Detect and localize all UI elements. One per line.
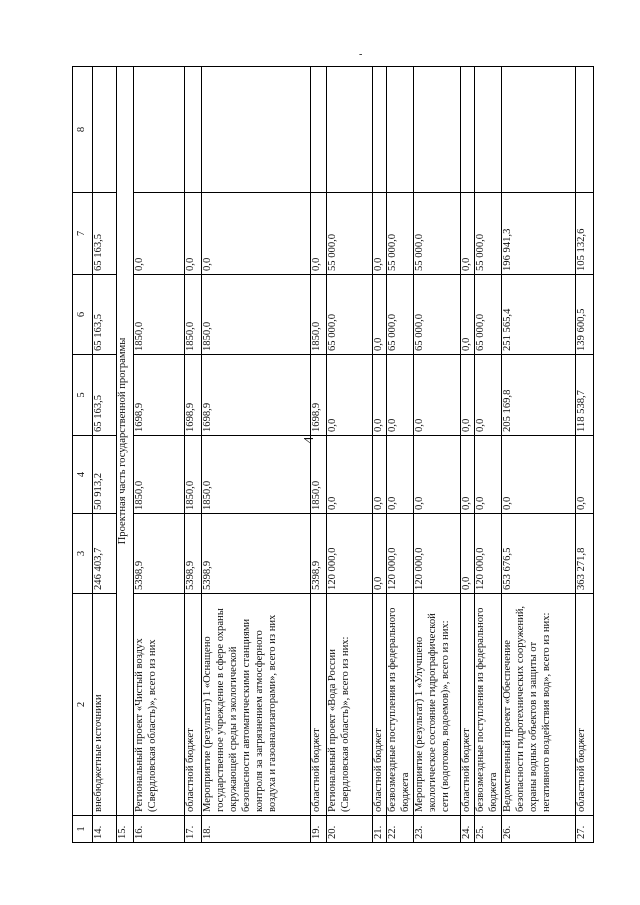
table-row [373,67,387,843]
value-cell [413,67,460,193]
column-header: 8 [73,67,93,193]
value-cell: 205 169,8 [501,355,575,436]
value-cell: 1850,0 [134,436,185,514]
budget-table [72,66,594,843]
value-cell: 65 000,0 [474,275,501,355]
value-cell [134,67,185,193]
row-label: Региональный проект «Чистый воздух (Свердловская область)», всего из них [134,594,185,816]
value-cell: 65 163,5 [93,193,117,275]
table-row [474,67,501,843]
value-cell [373,67,387,193]
value-cell: 0,0 [413,436,460,514]
value-cell [93,67,117,193]
value-cell: 0,0 [134,193,185,275]
value-cell: 55 000,0 [474,193,501,275]
row-number: 24. [460,816,474,843]
column-header: 2 [73,594,93,816]
table-row [460,67,474,843]
value-cell: 50 913,2 [93,436,117,514]
value-cell: 120 000,0 [474,514,501,594]
table-row [501,67,575,843]
value-cell: 55 000,0 [327,193,373,275]
value-cell: 120 000,0 [386,514,413,594]
value-cell: 0,0 [460,275,474,355]
row-label: безвозмездные поступления из федерального бюджета [386,594,413,816]
row-number: 17. [185,816,202,843]
row-number: 18. [202,816,311,843]
row-label: внебюджетные источники [93,594,117,816]
row-label: областной бюджет [460,594,474,816]
value-cell: 0,0 [373,275,387,355]
value-cell: 196 941,3 [501,193,575,275]
value-cell: 0,0 [460,436,474,514]
value-cell: 139 600,5 [575,275,593,355]
top-mark: - [359,49,363,60]
value-cell: 1850,0 [185,275,202,355]
value-cell: 246 403,7 [93,514,117,594]
column-header: 5 [73,355,93,436]
value-cell: 0,0 [474,436,501,514]
value-cell: 0,0 [202,193,311,275]
value-cell: 1850,0 [311,275,327,355]
row-label: областной бюджет [185,594,202,816]
row-label: Региональный проект «Вода России (Свердловская область)», всего из них: [327,594,373,816]
value-cell [327,67,373,193]
column-header: 6 [73,275,93,355]
value-cell: 0,0 [474,355,501,436]
value-cell: 105 132,6 [575,193,593,275]
value-cell: 1850,0 [202,436,311,514]
row-number: 16. [134,816,185,843]
value-cell: 0,0 [575,436,593,514]
table-row [117,67,134,843]
value-cell: 1698,9 [134,355,185,436]
value-cell: 5398,9 [311,514,327,594]
value-cell: 251 565,4 [501,275,575,355]
value-cell [386,67,413,193]
value-cell: 653 676,5 [501,514,575,594]
value-cell: 1850,0 [185,436,202,514]
table-row [93,67,117,843]
value-cell: 1850,0 [202,275,311,355]
row-label: Ведомственный проект «Обеспечение безопасности гидротехнических сооружений, охраны водных объектов и защиты от негативного воздействия вод», всего из них: [501,594,575,816]
value-cell [202,67,311,193]
value-cell [474,67,501,193]
column-header: 1 [73,816,93,843]
row-number: 22. [386,816,413,843]
value-cell: 1850,0 [311,436,327,514]
value-cell: 5398,9 [134,514,185,594]
table-row [327,67,373,843]
value-cell: 0,0 [373,436,387,514]
row-label: областной бюджет [575,594,593,816]
value-cell: 55 000,0 [386,193,413,275]
value-cell: 0,0 [460,193,474,275]
value-cell: 5398,9 [185,514,202,594]
row-number: 23. [413,816,460,843]
value-cell: 0,0 [311,193,327,275]
rotated-table-container [72,67,587,843]
value-cell: 1698,9 [185,355,202,436]
column-header: 3 [73,514,93,594]
row-number: 20. [327,816,373,843]
value-cell [311,67,327,193]
row-label: Мероприятие (результат) 1 «Улучшено экологическое состояние гидрографической сети (водотоков, водоемов)», всего из них: [413,594,460,816]
value-cell: 0,0 [413,355,460,436]
value-cell: 65 000,0 [327,275,373,355]
row-number: 27. [575,816,593,843]
row-number: 19. [311,816,327,843]
value-cell [185,67,202,193]
row-label: областной бюджет [311,594,327,816]
value-cell: 65 000,0 [413,275,460,355]
header-row [73,67,93,843]
value-cell: 0,0 [185,193,202,275]
value-cell: 65 163,5 [93,275,117,355]
value-cell: 0,0 [386,355,413,436]
value-cell: 0,0 [460,514,474,594]
table-row [413,67,460,843]
value-cell: 0,0 [373,514,387,594]
value-cell: 1698,9 [202,355,311,436]
table-row [134,67,185,843]
value-cell: 120 000,0 [327,514,373,594]
value-cell: 5398,9 [202,514,311,594]
value-cell: 0,0 [373,193,387,275]
value-cell [501,67,575,193]
value-cell: 118 538,7 [575,355,593,436]
row-label: областной бюджет [373,594,387,816]
section-title: Проектная часть государственной программы [117,67,134,816]
value-cell: 1698,9 [311,355,327,436]
row-label: Мероприятие (результат) 1 «Оснащено государственное учреждение в сфере охраны окружающей среды и экологической безопасности автоматическими станциями контроля за загрязнением атмосферного воздуха и газоанализаторами», всего из них [202,594,311,816]
value-cell: 120 000,0 [413,514,460,594]
value-cell: 55 000,0 [413,193,460,275]
page-number: 4 [302,436,317,444]
value-cell: 0,0 [373,355,387,436]
row-number: 26. [501,816,575,843]
value-cell: 0,0 [327,355,373,436]
table-row [202,67,311,843]
value-cell: 0,0 [501,436,575,514]
column-header: 7 [73,193,93,275]
table-row [386,67,413,843]
row-number: 14. [93,816,117,843]
value-cell: 1850,0 [134,275,185,355]
table-row [575,67,593,843]
table-row [185,67,202,843]
value-cell: 0,0 [386,436,413,514]
table-row [311,67,327,843]
column-header: 4 [73,436,93,514]
value-cell: 0,0 [460,355,474,436]
value-cell: 0,0 [327,436,373,514]
value-cell [460,67,474,193]
value-cell: 65 163,5 [93,355,117,436]
value-cell: 65 000,0 [386,275,413,355]
row-number: 21. [373,816,387,843]
row-number: 15. [117,816,134,843]
value-cell: 363 271,8 [575,514,593,594]
row-number: 25. [474,816,501,843]
row-label: безвозмездные поступления из федерального бюджета [474,594,501,816]
value-cell [575,67,593,193]
